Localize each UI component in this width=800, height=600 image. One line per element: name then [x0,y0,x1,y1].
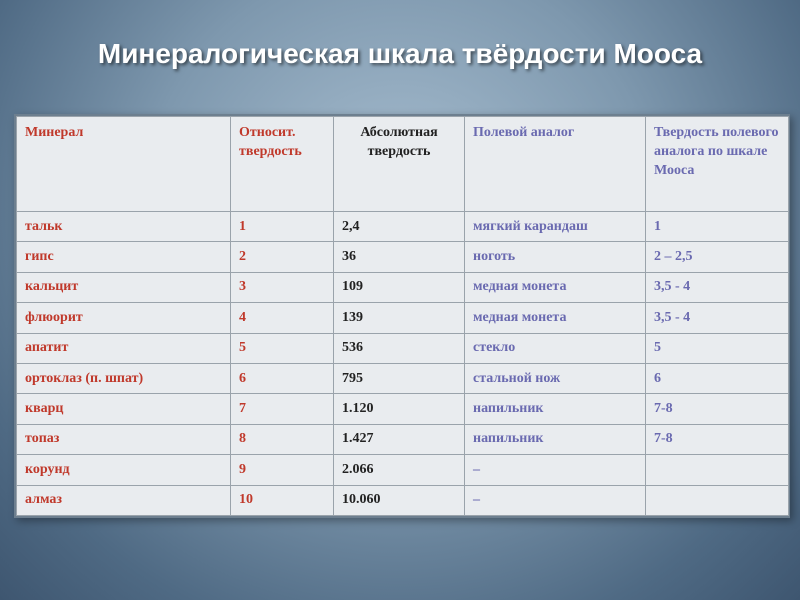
table-row [17,455,789,485]
cell-absolute: 1.427 [334,424,465,454]
header-mineral: Минерал [17,117,231,212]
cell-relative: 10 [231,485,334,515]
table-row [17,242,789,272]
table-row [17,363,789,393]
cell-relative: 1 [231,212,334,242]
cell-field-mohs: 6 [646,363,789,393]
cell-absolute: 139 [334,303,465,333]
table-row [17,333,789,363]
cell-field-mohs [646,485,789,515]
cell-absolute: 10.060 [334,485,465,515]
cell-field-mohs: 3,5 - 4 [646,272,789,302]
cell-field-mohs: 1 [646,212,789,242]
cell-field-analog: мягкий карандаш [465,212,646,242]
cell-field-analog: медная монета [465,272,646,302]
cell-absolute: 1.120 [334,394,465,424]
cell-field-mohs: 5 [646,333,789,363]
cell-mineral: апатит [17,333,231,363]
cell-field-analog: – [465,485,646,515]
cell-field-mohs: 3,5 - 4 [646,303,789,333]
cell-field-mohs: 2 – 2,5 [646,242,789,272]
cell-absolute: 795 [334,363,465,393]
cell-relative: 3 [231,272,334,302]
cell-mineral: алмаз [17,485,231,515]
cell-mineral: корунд [17,455,231,485]
cell-relative: 8 [231,424,334,454]
cell-field-analog: медная монета [465,303,646,333]
cell-relative: 5 [231,333,334,363]
cell-field-analog: напильник [465,394,646,424]
header-field-analog-mohs: Твердость полевого аналога по шкале Мооса [646,117,789,212]
cell-mineral: кварц [17,394,231,424]
cell-absolute: 36 [334,242,465,272]
cell-relative: 7 [231,394,334,424]
cell-field-mohs: 7-8 [646,424,789,454]
cell-relative: 9 [231,455,334,485]
cell-absolute: 109 [334,272,465,302]
mohs-hardness-table [16,116,789,516]
cell-mineral: топаз [17,424,231,454]
cell-relative: 6 [231,363,334,393]
cell-field-analog: стекло [465,333,646,363]
cell-field-analog: стальной нож [465,363,646,393]
cell-relative: 4 [231,303,334,333]
cell-absolute: 536 [334,333,465,363]
cell-field-mohs: 7-8 [646,394,789,424]
cell-field-analog: ноготь [465,242,646,272]
table-row [17,303,789,333]
cell-mineral: флюорит [17,303,231,333]
cell-field-analog: – [465,455,646,485]
table-row [17,424,789,454]
hardness-table-container [14,114,790,518]
table-row [17,394,789,424]
slide-title: Минералогическая шкала твёрдости Мооса [97,38,703,69]
cell-mineral: тальк [17,212,231,242]
header-relative-hardness: Относит. твердость [231,117,334,212]
cell-mineral: ортоклаз (п. шпат) [17,363,231,393]
cell-field-mohs [646,455,789,485]
header-field-analog: Полевой аналог [465,117,646,212]
table-row [17,485,789,515]
header-absolute-hardness: Абсолютная твердость [334,117,465,212]
cell-mineral: гипс [17,242,231,272]
cell-relative: 2 [231,242,334,272]
cell-absolute: 2.066 [334,455,465,485]
cell-field-analog: напильник [465,424,646,454]
table-header-row [17,117,789,212]
table-row [17,272,789,302]
cell-mineral: кальцит [17,272,231,302]
cell-absolute: 2,4 [334,212,465,242]
table-row [17,212,789,242]
